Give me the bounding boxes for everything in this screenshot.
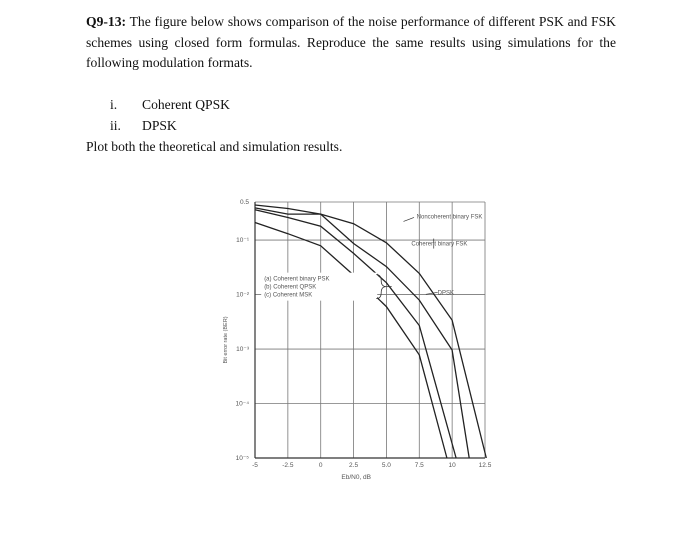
annotation-label: DPSK bbox=[437, 290, 455, 297]
list-item-text: DPSK bbox=[142, 118, 177, 133]
x-tick-label: -5 bbox=[252, 462, 258, 469]
x-tick-label: 2.5 bbox=[349, 462, 359, 469]
format-list bbox=[110, 94, 230, 136]
annotation-leader bbox=[426, 292, 438, 294]
instruction-text: Plot both the theoretical and simulation results. bbox=[86, 139, 343, 154]
x-axis-label: Eb/N0, dB bbox=[341, 474, 372, 481]
legend-brace bbox=[376, 275, 386, 299]
x-tick-label: -2.5 bbox=[282, 462, 294, 469]
ber-chart bbox=[180, 190, 540, 490]
y-tick-label: 10⁻³ bbox=[236, 346, 249, 354]
list-item-text: Coherent QPSK bbox=[142, 97, 230, 112]
x-tick-label: 10 bbox=[448, 462, 456, 469]
legend-entry: (a) Coherent binary PSK bbox=[264, 276, 330, 283]
list-item-number: ii. bbox=[110, 118, 121, 133]
annotation-label: Noncoherent binary FSK bbox=[416, 214, 483, 221]
list-item bbox=[110, 115, 230, 136]
y-axis-label: Bit error rate (BER) bbox=[223, 316, 229, 364]
x-tick-label: 0 bbox=[318, 462, 323, 469]
annotation-label: Coherent binary FSK bbox=[411, 241, 468, 248]
ber-curve-0 bbox=[255, 223, 447, 459]
y-tick-label: 10⁻² bbox=[236, 291, 249, 299]
question-text bbox=[86, 12, 616, 74]
y-tick-label: 10⁻¹ bbox=[236, 237, 249, 245]
y-tick-label: 10⁻⁴ bbox=[235, 400, 249, 408]
y-tick-label: 0.5 bbox=[239, 199, 249, 206]
legend-entry: (c) Coherent MSK bbox=[264, 292, 313, 299]
annotation-leader bbox=[404, 217, 415, 221]
ber-figure bbox=[180, 190, 540, 490]
x-tick-label: 5.0 bbox=[381, 462, 391, 469]
legend-entry: (b) Coherent QPSK bbox=[264, 284, 317, 291]
y-tick-label: 10⁻⁵ bbox=[235, 455, 249, 462]
x-tick-label: 12.5 bbox=[478, 462, 492, 469]
list-item-number: i. bbox=[110, 97, 118, 112]
x-tick-label: 7.5 bbox=[414, 462, 424, 469]
list-item bbox=[110, 94, 230, 115]
question-label: Q9-13: bbox=[86, 14, 127, 29]
question-body: The figure below shows comparison of the noise performance of different PSK and FSK schemes using closed form formulas. Reproduce the same results using simulations for the following modulation formats. bbox=[86, 14, 616, 70]
